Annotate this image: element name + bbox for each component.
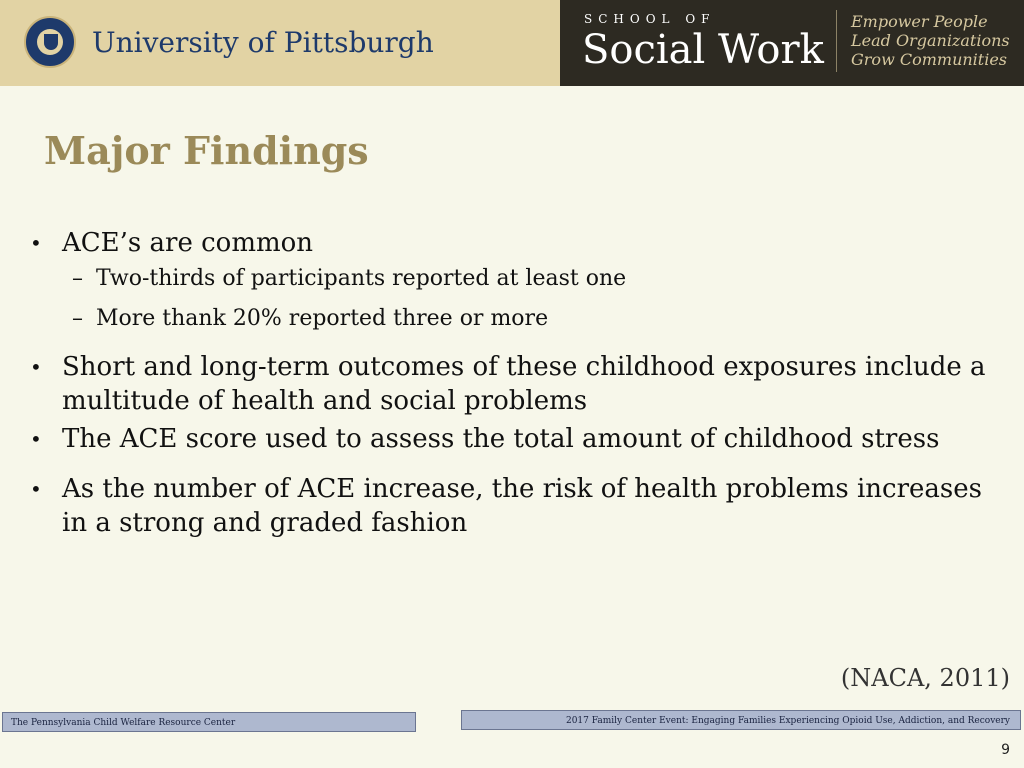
sub-bullet-dash: –	[72, 306, 83, 331]
citation: (NACA, 2011)	[840, 664, 1010, 692]
sub-bullet-item	[30, 304, 1010, 334]
bullet-dot: •	[30, 427, 42, 451]
university-name: University of Pittsburgh	[92, 26, 434, 59]
university-seal-icon	[24, 16, 76, 68]
bullet-dot: •	[30, 355, 42, 379]
bullet-list	[30, 226, 1010, 540]
banner-divider	[836, 10, 837, 72]
footer-right-banner: 2017 Family Center Event: Engaging Families Experiencing Opioid Use, Addiction, and Recovery	[461, 710, 1021, 730]
bullet-text: Short and long-term outcomes of these childhood exposures include a multitude of health and social problems	[62, 352, 986, 416]
school-name: Social Work	[582, 27, 824, 73]
slide-title: Major Findings	[44, 128, 369, 173]
footer-left-banner: The Pennsylvania Child Welfare Resource Center	[2, 712, 416, 732]
bullet-text: The ACE score used to assess the total amount of childhood stress	[62, 424, 940, 454]
tagline-empower: Empower People	[851, 12, 988, 31]
tagline-lead: Lead Organizations	[851, 31, 1010, 50]
slide-header	[0, 0, 1024, 86]
bullet-text: ACE’s are common	[62, 228, 314, 258]
sub-bullet-item	[30, 264, 1010, 294]
seal-shield-icon	[44, 34, 58, 50]
bullet-item	[30, 226, 1010, 260]
university-banner	[0, 0, 560, 86]
page-number: 9	[1001, 742, 1010, 758]
bullet-item	[30, 422, 1010, 456]
sub-bullet-text: More thank 20% reported three or more	[96, 306, 549, 331]
sub-bullet-dash: –	[72, 266, 83, 291]
sub-bullet-text: Two-thirds of participants reported at least one	[96, 266, 627, 291]
bullet-dot: •	[30, 231, 42, 255]
bullet-dot: •	[30, 477, 42, 501]
school-of-label: SCHOOL OF	[584, 12, 716, 26]
bullet-item	[30, 472, 1010, 540]
bullet-item	[30, 350, 1010, 418]
bullet-text: As the number of ACE increase, the risk of health problems increases in a strong and graded fashion	[62, 474, 982, 538]
tagline-grow: Grow Communities	[851, 50, 1008, 69]
